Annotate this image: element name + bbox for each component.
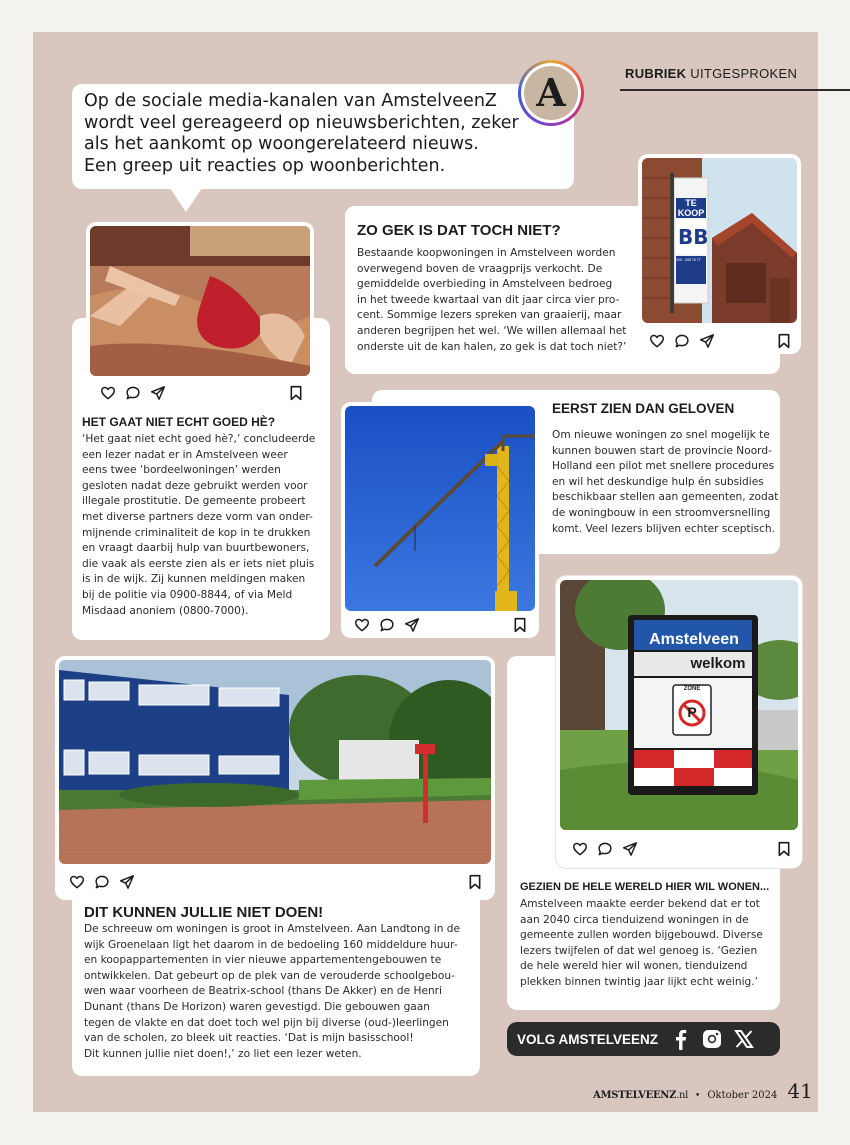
article-line: gemeente zullen worden bijgebouwd. Diverse (520, 929, 763, 942)
article-line: en vraagt daarbij hulp van buurtbewoners, (82, 542, 310, 555)
share-icon[interactable] (622, 841, 638, 857)
heart-icon[interactable] (572, 841, 588, 857)
article-line: aan 2040 circa tienduizend woningen in de (520, 913, 749, 926)
post-actions-5 (572, 840, 638, 858)
article-title-2: ZO GEK IS DAT TOCH NIET? (357, 222, 561, 239)
rubric-rule (620, 89, 850, 91)
article-line: bij de politie via 0900-8844, of via Meld (82, 588, 293, 601)
for-sale-sign-text (676, 198, 706, 218)
article-line: lezers twijfelen of dat wel genoeg is. ‘Gezien (520, 944, 758, 957)
follow-bar[interactable] (507, 1022, 780, 1056)
article-line: cent. Sommige lezers spreken van graaierij, maar (357, 309, 622, 322)
town-sign-name: Amstelveen (649, 631, 739, 648)
rubric-rest: UITGESPROKEN (690, 66, 798, 81)
article-line: gemiddelde overbieding in Amstelveen bedroeg (357, 278, 613, 291)
share-icon[interactable] (404, 617, 420, 633)
article-title-4: DIT KUNNEN JULLIE NIET DOEN! (84, 904, 324, 921)
article-line: illegale prostitutie. De gemeente probeert (82, 495, 306, 508)
share-icon[interactable] (119, 874, 135, 890)
for-sale-sign-phone: 020 - 345 76 77 (676, 258, 701, 262)
article-line: anderen begrijpen het wel. ‘We willen allemaal het (357, 324, 627, 337)
article-line: Misdaad anoniem (0800-7000). (82, 604, 249, 617)
amstelveenz-logo (518, 60, 584, 126)
article-line: wijk Groenelaan ligt het daarom in de bedoeling 160 middeldure huur- (84, 938, 458, 951)
post-photo-bedroom (90, 226, 310, 376)
heart-icon[interactable] (69, 874, 85, 890)
post-photo-school (59, 660, 491, 864)
bookmark-icon[interactable] (777, 333, 791, 349)
article-line: Holland een pilot met snellere procedures (552, 460, 775, 473)
footer-separator: • (695, 1091, 701, 1101)
article-line: is in de wijk. Zij kunnen meldingen maken (82, 573, 306, 586)
article-line: gesloten nadat deze gebruikt werden voor (82, 479, 308, 492)
bookmark-icon[interactable] (513, 617, 527, 633)
article-line: beschikbaar stellen aan gemeenten, zodat (552, 491, 779, 504)
bookmark-icon[interactable] (777, 841, 791, 857)
article-line: die vaak als eerste zien als er iets niet pluis (82, 557, 315, 570)
instagram-icon[interactable] (702, 1029, 722, 1049)
article-body-2 (357, 246, 626, 355)
article-line: en wil het deskundige hulp én subsidies (552, 475, 764, 488)
post-actions-1 (100, 384, 166, 402)
article-line: eens twee ‘bordeelwoningen’ werden (82, 464, 281, 477)
comment-icon[interactable] (597, 841, 613, 857)
article-line: De schreeuw om woningen is groot in Amstelveen. Aan Landtong in de (84, 923, 461, 935)
article-body-1 (82, 432, 315, 619)
article-line: overwegend boven de vraagprijs verkocht. De (357, 262, 603, 275)
article-line: een lezer nadat er in Amstelveen weer (82, 448, 288, 461)
article-line: en koopappartementen in vier nieuwe appartementengebouwen te (84, 954, 442, 967)
article-title-5: GEZIEN DE HELE WERELD HIER WIL WONEN... (520, 881, 770, 893)
for-sale-sign-logo: BB (678, 225, 709, 249)
article-line: onderste uit de kan halen, zo gek is dat toch niet?’ (357, 340, 627, 353)
article-title-1: HET GAAT NIET ECHT GOED HÈ? (82, 415, 276, 429)
article-line: mijnende criminaliteit de kop in te drukken (82, 526, 311, 539)
article-line: Om nieuwe woningen zo snel mogelijk te (552, 429, 770, 441)
heart-icon[interactable] (354, 617, 370, 633)
article-body-5 (520, 897, 763, 991)
intro-line: als het aankomt op woongerelateerd nieuws. (84, 134, 479, 154)
bookmark-icon[interactable] (468, 874, 482, 890)
follow-label: VOLG AMSTELVEENZ (517, 1031, 659, 1047)
article-line: de hele wereld hier wil wonen, tienduizend (520, 960, 748, 973)
heart-icon[interactable] (100, 385, 116, 401)
footer-month: Oktober 2024 (707, 1090, 778, 1101)
heart-icon[interactable] (649, 333, 665, 349)
comment-icon[interactable] (674, 333, 690, 349)
article-line: Dit kunnen jullie niet doen!,’ zo liet een lezer weten. (84, 1047, 362, 1060)
article-line: Dunant (thans De Horizon) waren gevestigd. Die gebouwen gaan (84, 1000, 430, 1013)
article-line: met diverse partners deze vorm van onder- (82, 510, 313, 523)
rubric-bold: RUBRIEK (625, 66, 687, 81)
article-line: van de scholen, zo bleek uit reacties. ‘Dat is mijn basisschool! (84, 1032, 414, 1045)
article-line: in het tweede kwartaal van dit jaar circa vier pro- (357, 293, 620, 306)
article-line: plekken binnen twintig jaar lijkt echt weinig.’ (520, 975, 758, 988)
comment-icon[interactable] (94, 874, 110, 890)
article-body-4 (84, 922, 460, 1062)
facebook-icon[interactable] (670, 1028, 690, 1050)
intro-line: Op de sociale media-kanalen van AmstelveenZ (84, 91, 497, 111)
article-title-3: EERST ZIEN DAN GELOVEN (552, 401, 735, 416)
sign-koop: KOOP (677, 208, 705, 218)
bookmark-icon[interactable] (289, 385, 303, 401)
article-line: wen waar voorheen de Beatrix-school (thans De Akker) en de Henri (84, 985, 442, 998)
intro-line: wordt veel gereageerd op nieuwsberichten, zeker (84, 112, 519, 133)
article-line: de woningbouw in een stroomversnelling (552, 506, 771, 519)
article-line: Bestaande koopwoningen in Amstelveen worden (357, 247, 616, 259)
footer-brand: AMSTELVEENZ.nl (593, 1090, 689, 1101)
page-number: 41 (787, 1079, 813, 1103)
article-line: kunnen bouwen start de provincie Noord- (552, 444, 772, 457)
article-line: komt. Veel lezers blijven echter sceptisch. (552, 522, 775, 535)
article-line: tegen de vlakte en dat doet toch wel pijn bij diverse (oud-)leerlingen (84, 1016, 449, 1029)
intro-bubble-tail (170, 188, 202, 212)
post-photo-crane (345, 406, 535, 611)
x-icon[interactable] (734, 1029, 754, 1049)
sign-te: TE (685, 198, 697, 208)
post-photo-for-sale (642, 158, 797, 323)
comment-icon[interactable] (379, 617, 395, 633)
share-icon[interactable] (699, 333, 715, 349)
town-sign-p-letter: P (687, 704, 697, 720)
post-photo-town-sign (560, 580, 798, 830)
article-body-3 (552, 428, 778, 537)
article-line: Amstelveen maakte eerder bekend dat er tot (520, 898, 760, 910)
town-sign-zone: ZONE (683, 686, 701, 692)
town-sign-welcome: welkom (690, 655, 746, 672)
share-icon[interactable] (150, 385, 166, 401)
rubric-label (625, 66, 797, 81)
page-footer (593, 1079, 813, 1103)
post-actions-3 (354, 616, 420, 634)
post-actions-4 (69, 873, 135, 891)
intro-text (84, 91, 519, 177)
article-line: ontwikkelen. Dat gebeurt op de plek van de verouderde schoolgebou- (84, 969, 455, 982)
intro-line: Een greep uit reacties op woonberichten. (84, 155, 446, 176)
logo-letter: A (536, 70, 566, 115)
post-actions-2 (649, 332, 715, 350)
comment-icon[interactable] (125, 385, 141, 401)
article-line: ‘Het gaat niet echt goed hè?,’ concludeerde (82, 433, 316, 445)
